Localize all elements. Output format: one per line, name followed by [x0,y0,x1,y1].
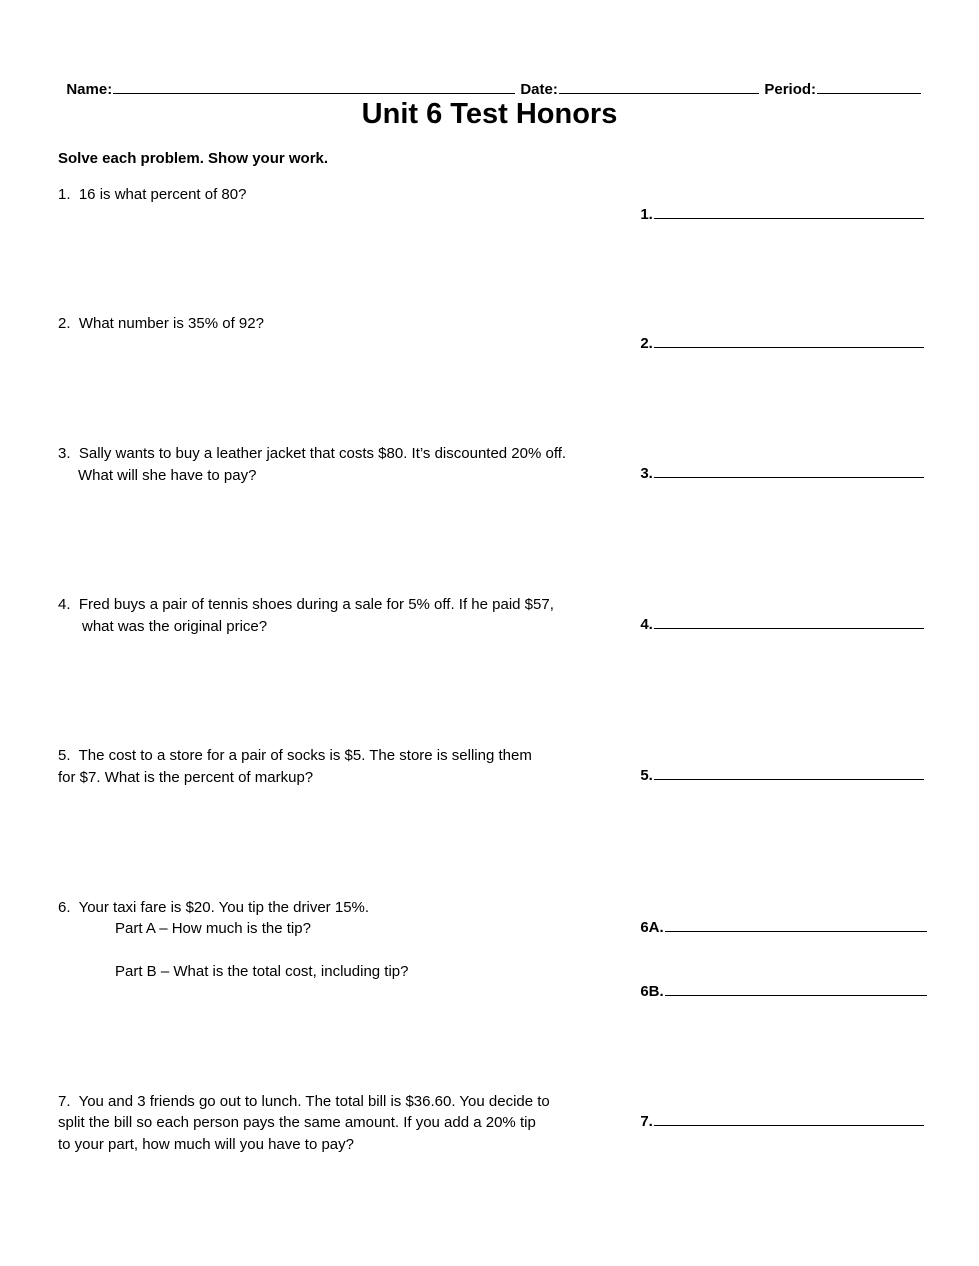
answer-4-blank[interactable] [654,614,924,629]
answer-2-blank[interactable] [654,333,924,348]
question-6-part-b: Part B – What is the total cost, including tip? [115,963,409,980]
question-4-text-line2: what was the original price? [82,618,268,635]
answer-6a-blank[interactable] [665,917,927,932]
answer-2-label: 2. [640,335,653,352]
period-label: Period: [764,81,817,98]
date-label: Date: [520,81,558,98]
name-blank[interactable] [113,79,515,94]
answer-3-label: 3. [640,465,653,482]
answer-1-blank[interactable] [654,204,924,219]
page-title: Unit 6 Test Honors [361,98,618,130]
name-label: Name: [66,81,113,98]
question-7-text-line2: split the bill so each person pays the same amount. If you add a 20% tip [58,1114,536,1131]
name-field[interactable] [58,61,515,99]
period-field[interactable] [756,61,921,99]
answer-6a[interactable] [632,899,927,937]
question-6-part-a: Part A – How much is the tip? [115,920,311,937]
answer-6b-label: 6B. [640,983,664,1000]
answer-7-blank[interactable] [654,1111,924,1126]
answer-3[interactable] [632,445,924,483]
question-3-text-line2: What will she have to pay? [78,467,257,484]
period-blank[interactable] [817,79,921,94]
question-2-text: 2. What number is 35% of 92? [58,315,264,332]
question-3-text-line1: 3. Sally wants to buy a leather jacket that costs $80. It’s discounted 20% off. [58,445,567,462]
question-7-text-line1: 7. You and 3 friends go out to lunch. The total bill is $36.60. You decide to [58,1093,550,1110]
answer-7[interactable] [632,1093,924,1131]
answer-6b[interactable] [632,963,927,1001]
answer-5-label: 5. [640,767,653,784]
date-field[interactable] [512,61,759,99]
question-1-text: 1. 16 is what percent of 80? [58,186,247,203]
question-4-text-line1: 4. Fred buys a pair of tennis shoes during a sale for 5% off. If he paid $57, [58,596,554,613]
answer-1[interactable] [632,186,924,224]
answer-6a-label: 6A. [640,919,664,936]
answer-7-label: 7. [640,1113,653,1130]
answer-5[interactable] [632,747,924,785]
question-7-text-line3: to your part, how much will you have to pay? [58,1136,354,1153]
instructions: Solve each problem. Show your work. [58,150,329,167]
answer-1-label: 1. [640,206,653,223]
answer-4[interactable] [632,596,924,634]
answer-3-blank[interactable] [654,463,924,478]
date-blank[interactable] [559,79,759,94]
question-5-text-line1: 5. The cost to a store for a pair of socks is $5. The store is selling them [58,747,532,764]
question-5-text-line2: for $7. What is the percent of markup? [58,769,314,786]
answer-5-blank[interactable] [654,765,924,780]
answer-6b-blank[interactable] [665,981,927,996]
question-6-text: 6. Your taxi fare is $20. You tip the driver 15%. [58,899,370,916]
answer-4-label: 4. [640,616,653,633]
answer-2[interactable] [632,315,924,353]
